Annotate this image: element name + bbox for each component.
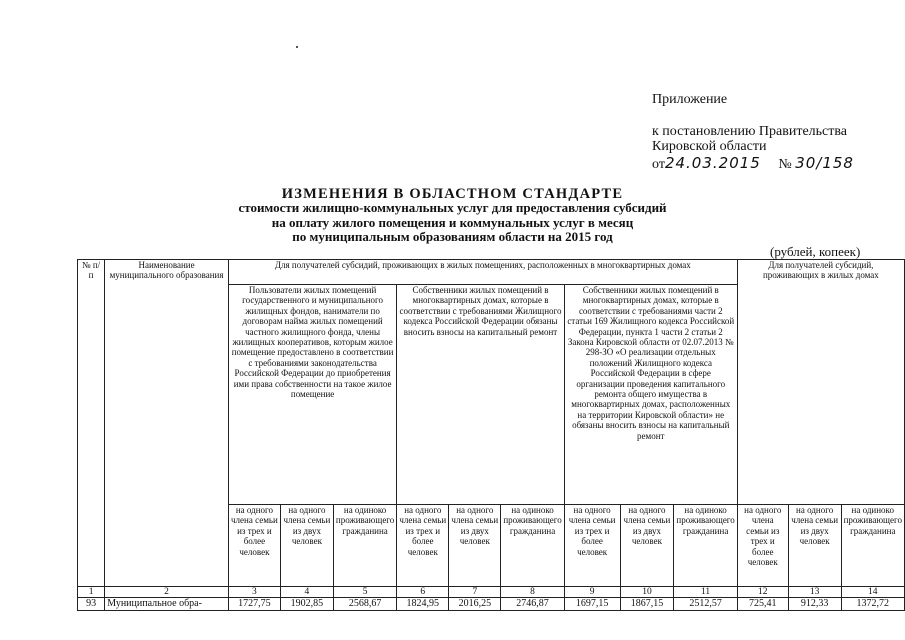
header-group-houses: Для получателей субсидий, проживающих в жилых домах	[737, 260, 904, 505]
header-per-three: на одного члена семьи из трех и более человек	[737, 505, 788, 587]
row-value: 2016,25	[449, 598, 501, 611]
appendix-line-2: Кировской области	[652, 139, 767, 154]
column-number: 8	[501, 587, 564, 598]
units-label: (рублей, копеек)	[770, 244, 861, 259]
header-per-three: на одного члена семьи из трех и более человек	[397, 505, 449, 587]
table-row	[78, 598, 905, 611]
column-number: 10	[620, 587, 674, 598]
row-municipality: Муниципальное обра-	[105, 598, 229, 611]
subtitle-line-1: стоимости жилищно-коммунальных услуг для предоставления субсидий	[238, 200, 667, 215]
subtitle-line-2: на оплату жилого помещения и коммунальных услуг в месяц	[271, 214, 634, 230]
row-value: 1697,15	[564, 598, 620, 611]
header-per-two: на одного члена семьи из двух человек	[788, 505, 841, 587]
column-number: 7	[449, 587, 501, 598]
header-number: № п/п	[78, 260, 105, 587]
header-per-three: на одного члена семьи из трех и более человек	[564, 505, 620, 587]
header-group-apartments: Для получателей субсидий, проживающих в жилых помещениях, расположенных в многоквартирных домах	[228, 260, 737, 285]
header-per-two: на одного члена семьи из двух человек	[280, 505, 333, 587]
column-number: 11	[674, 587, 737, 598]
handwritten-date: 24.03.2015	[664, 154, 761, 172]
column-number: 12	[737, 587, 788, 598]
column-number: 6	[397, 587, 449, 598]
row-value: 1902,85	[280, 598, 333, 611]
appendix-date-line	[652, 154, 854, 173]
column-number: 9	[564, 587, 620, 598]
header-per-three: на одного члена семьи из трех и более человек	[228, 505, 280, 587]
header-subgroup-owners-pay: Собственники жилых помещений в многоквартирных домах, которые в соответствии с требованиями Жилищного кодекса Российской Федерации обязаны вносить взносы на капитальный ремонт	[397, 285, 564, 505]
column-number: 2	[105, 587, 229, 598]
row-value: 2568,67	[333, 598, 396, 611]
row-value: 912,33	[788, 598, 841, 611]
document-title: ИЗМЕНЕНИЯ В ОБЛАСТНОМ СТАНДАРТЕ	[281, 186, 624, 202]
row-value: 2512,57	[674, 598, 737, 611]
column-number: 3	[228, 587, 280, 598]
scan-dot	[296, 46, 298, 48]
row-number: 93	[78, 598, 105, 611]
header-per-single: на одиноко проживающего гражданина	[501, 505, 564, 587]
row-value: 1727,75	[228, 598, 280, 611]
column-number: 4	[280, 587, 333, 598]
column-number: 1	[78, 587, 105, 598]
header-per-single: на одиноко проживающего гражданина	[674, 505, 737, 587]
header-per-two: на одного члена семьи из двух человек	[449, 505, 501, 587]
column-number: 14	[841, 587, 904, 598]
header-per-single: на одиноко проживающего гражданина	[333, 505, 396, 587]
standard-table	[77, 259, 905, 611]
header-per-single: на одиноко проживающего гражданина	[841, 505, 904, 587]
row-value: 1372,72	[841, 598, 904, 611]
date-prefix: от	[652, 157, 665, 172]
header-municipality: Наименование муниципального образования	[105, 260, 229, 587]
document-subtitle	[0, 201, 905, 245]
subtitle-line-3: по муниципальным образованиям области на 2015 год	[292, 229, 613, 244]
appendix-reference	[652, 124, 847, 154]
header-per-two: на одного члена семьи из двух человек	[620, 505, 674, 587]
column-number: 5	[333, 587, 396, 598]
number-prefix: №	[778, 157, 792, 172]
row-value: 2746,87	[501, 598, 564, 611]
row-value: 725,41	[737, 598, 788, 611]
column-number-row	[78, 587, 905, 598]
header-subgroup-users: Пользователи жилых помещений государственного и муниципального жилищных фондов, наниматели по договорам найма жилых помещений частного жилищного фонда, члены жилищных кооперативов, которым жилое помещение предоставлено в соответствии с требованиями законодательства Российской Федерации до приобретения ими права собственности на такое жилое помещение	[228, 285, 396, 505]
row-value: 1824,95	[397, 598, 449, 611]
handwritten-number: 30/158	[795, 154, 854, 172]
header-subgroup-owners-exempt: Собственники жилых помещений в многоквартирных домах, которые в соответствии с требованиями части 2 статьи 169 Жилищного кодекса Российской Федерации, пункта 1 части 2 статьи 2 Закона Кировской области от 02.07.2013 № 298-ЗО «О реализации отдельных положений Жилищного кодекса Российской Федерации в сфере организации проведения капитального ремонта общего имущества в многоквартирных домах, расположенных на территории Кировской области» не обязаны вносить взносы на капитальный ремонт	[564, 285, 737, 505]
appendix-title: Приложение	[652, 92, 728, 107]
column-number: 13	[788, 587, 841, 598]
appendix-line-1: к постановлению Правительства	[652, 124, 848, 139]
row-value: 1867,15	[620, 598, 674, 611]
